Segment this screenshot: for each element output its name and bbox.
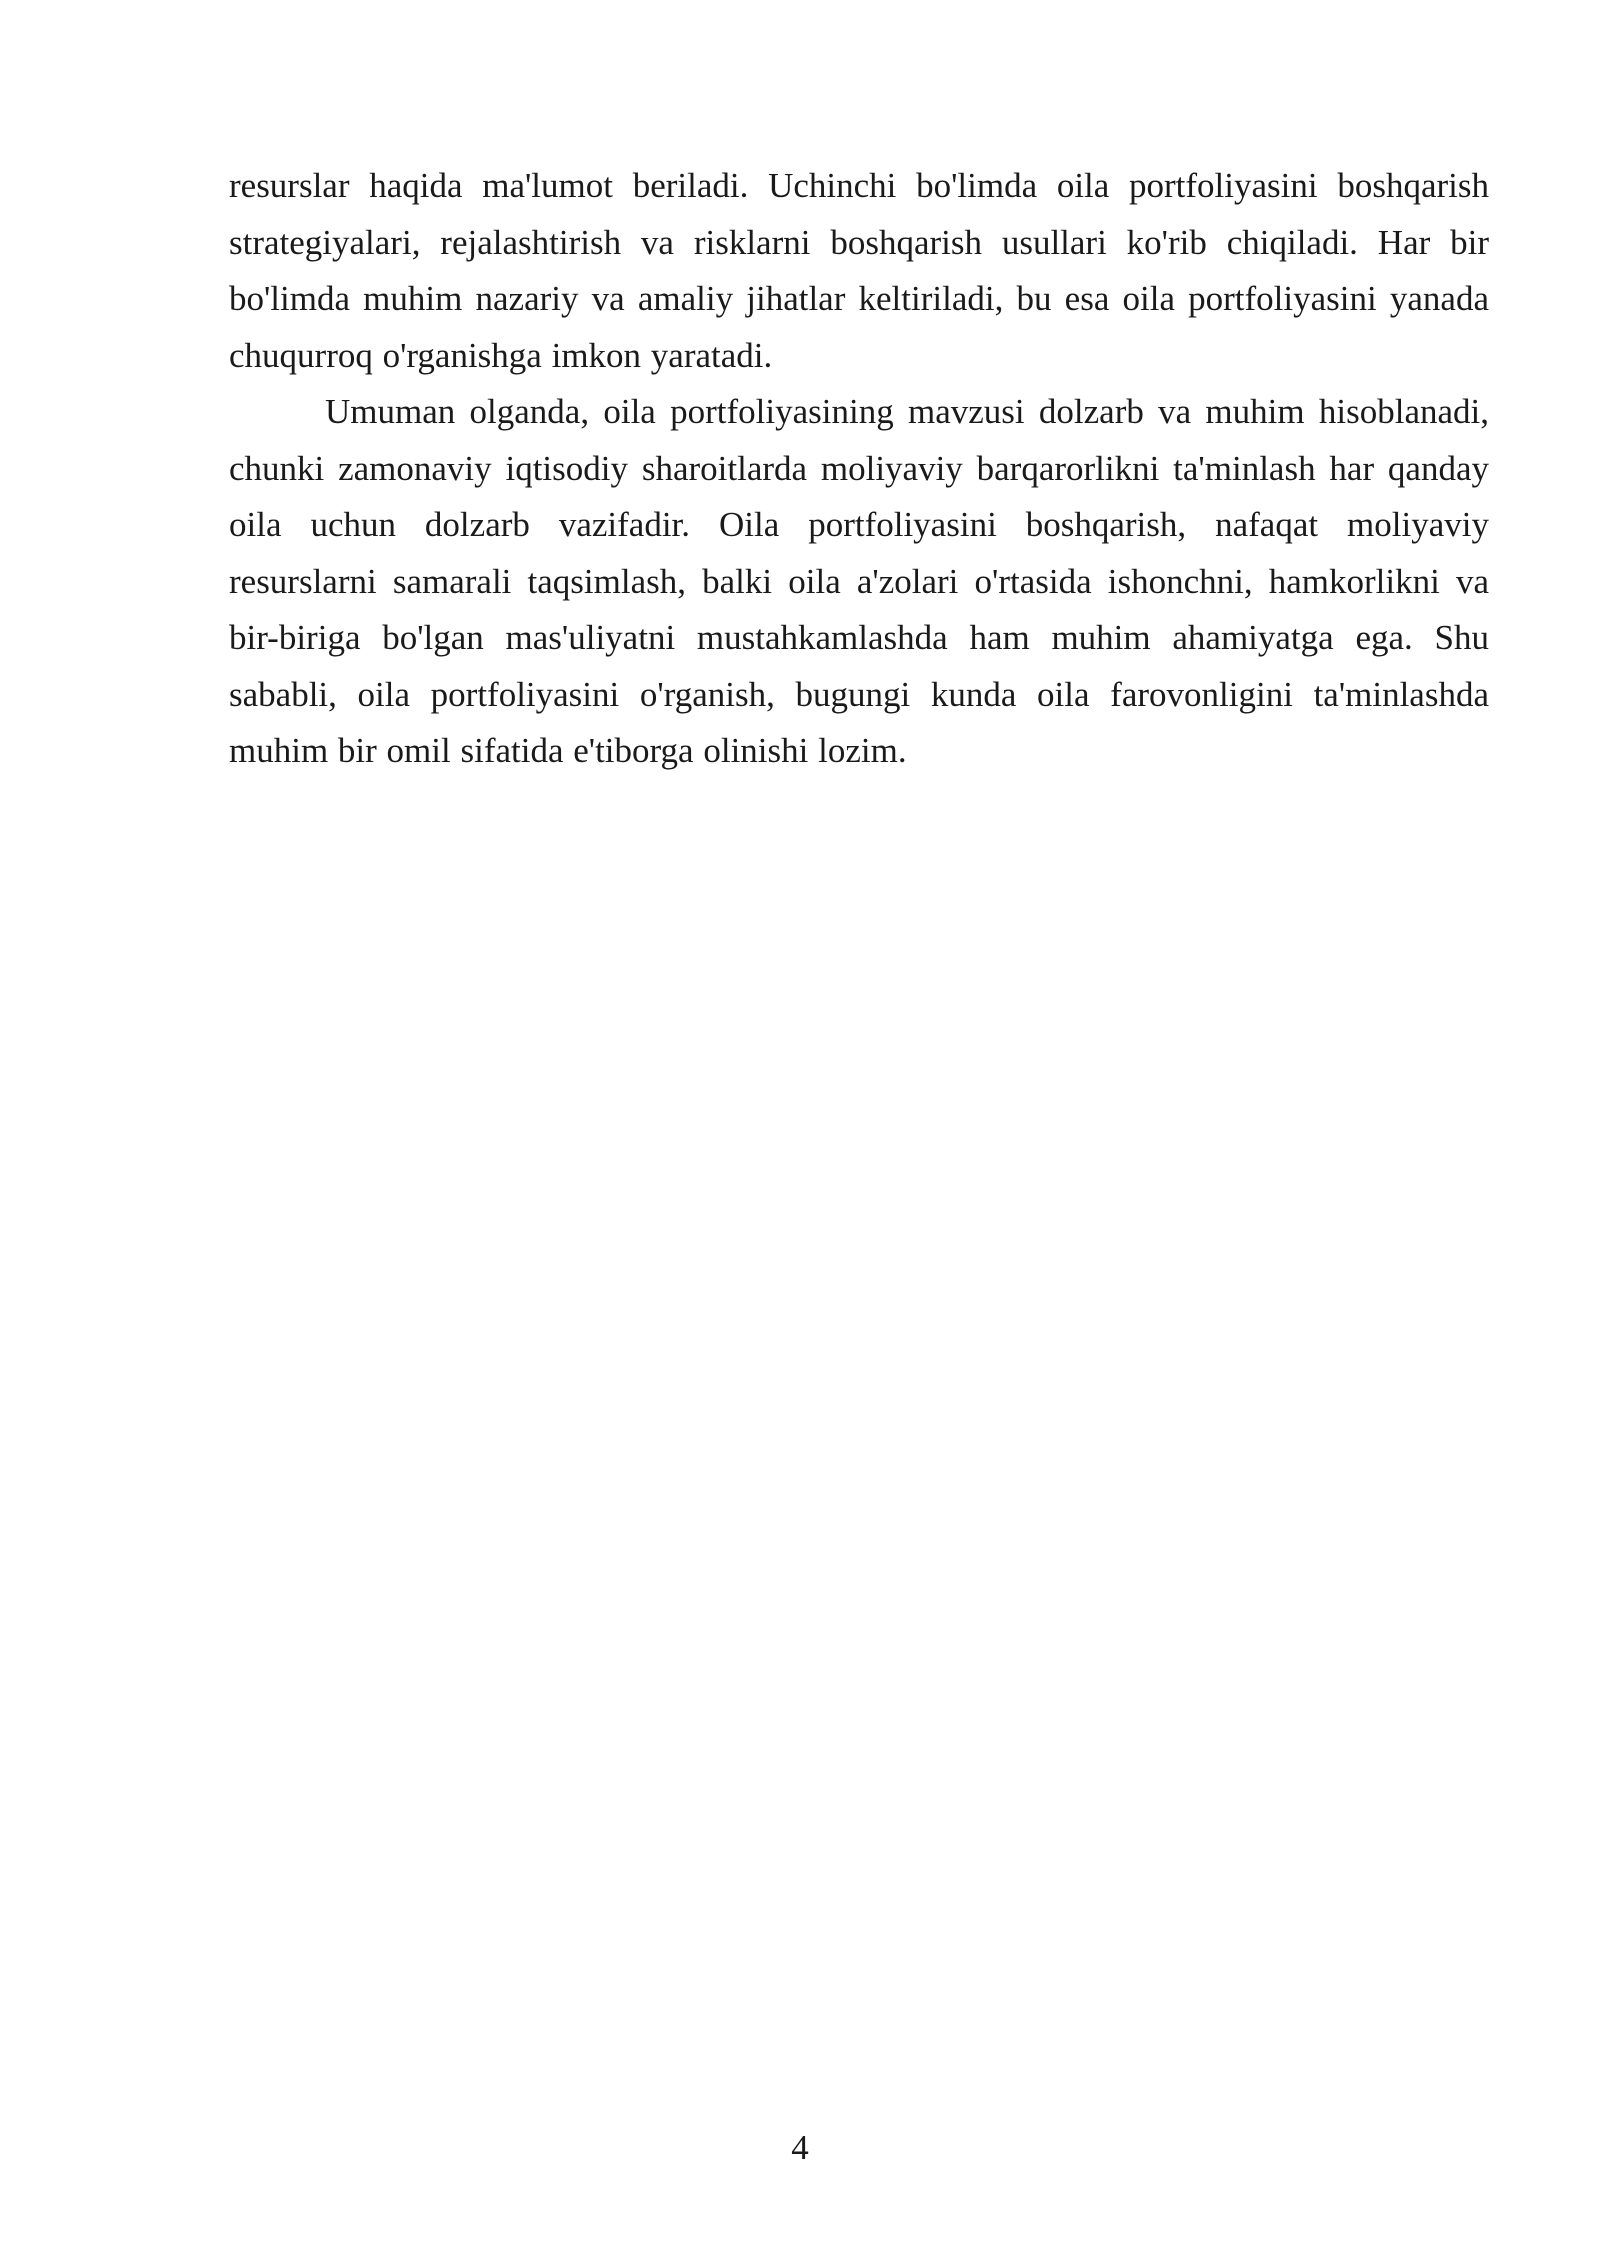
- body-text: [229, 158, 1489, 780]
- paragraph-conclusion: Umuman olganda, oila portfoliyasining mavzusi dolzarb va muhim hisoblanadi, chunki zamonaviy iqtisodiy sharoitlarda moliyaviy barqarorlikni ta'minlash har qanday oila uchun dolzarb vazifadir. Oila portfoliyasini boshqarish, nafaqat moliyaviy resurslarni samarali taqsimlash, balki oila a'zolari o'rtasida ishonchni, hamkorlikni va bir-biriga bo'lgan mas'uliyatni mustahkamlashda ham muhim ahamiyatga ega. Shu sababli, oila portfoliyasini o'rganish, bugungi kunda oila farovonligini ta'minlashda muhim bir omil sifatida e'tiborga olinishi lozim.: [229, 392, 1489, 770]
- page-number: 4: [791, 2128, 809, 2167]
- paragraph-continuation: resurslar haqida ma'lumot beriladi. Uchinchi bo'limda oila portfoliyasini boshqarish strategiyalari, rejalashtirish va risklarni boshqarish usullari ko'rib chiqiladi. Har bir bo'limda muhim nazariy va amaliy jihatlar keltiriladi, bu esa oila portfoliyasini yanada chuqurroq o'rganishga imkon yaratadi.: [229, 166, 1489, 375]
